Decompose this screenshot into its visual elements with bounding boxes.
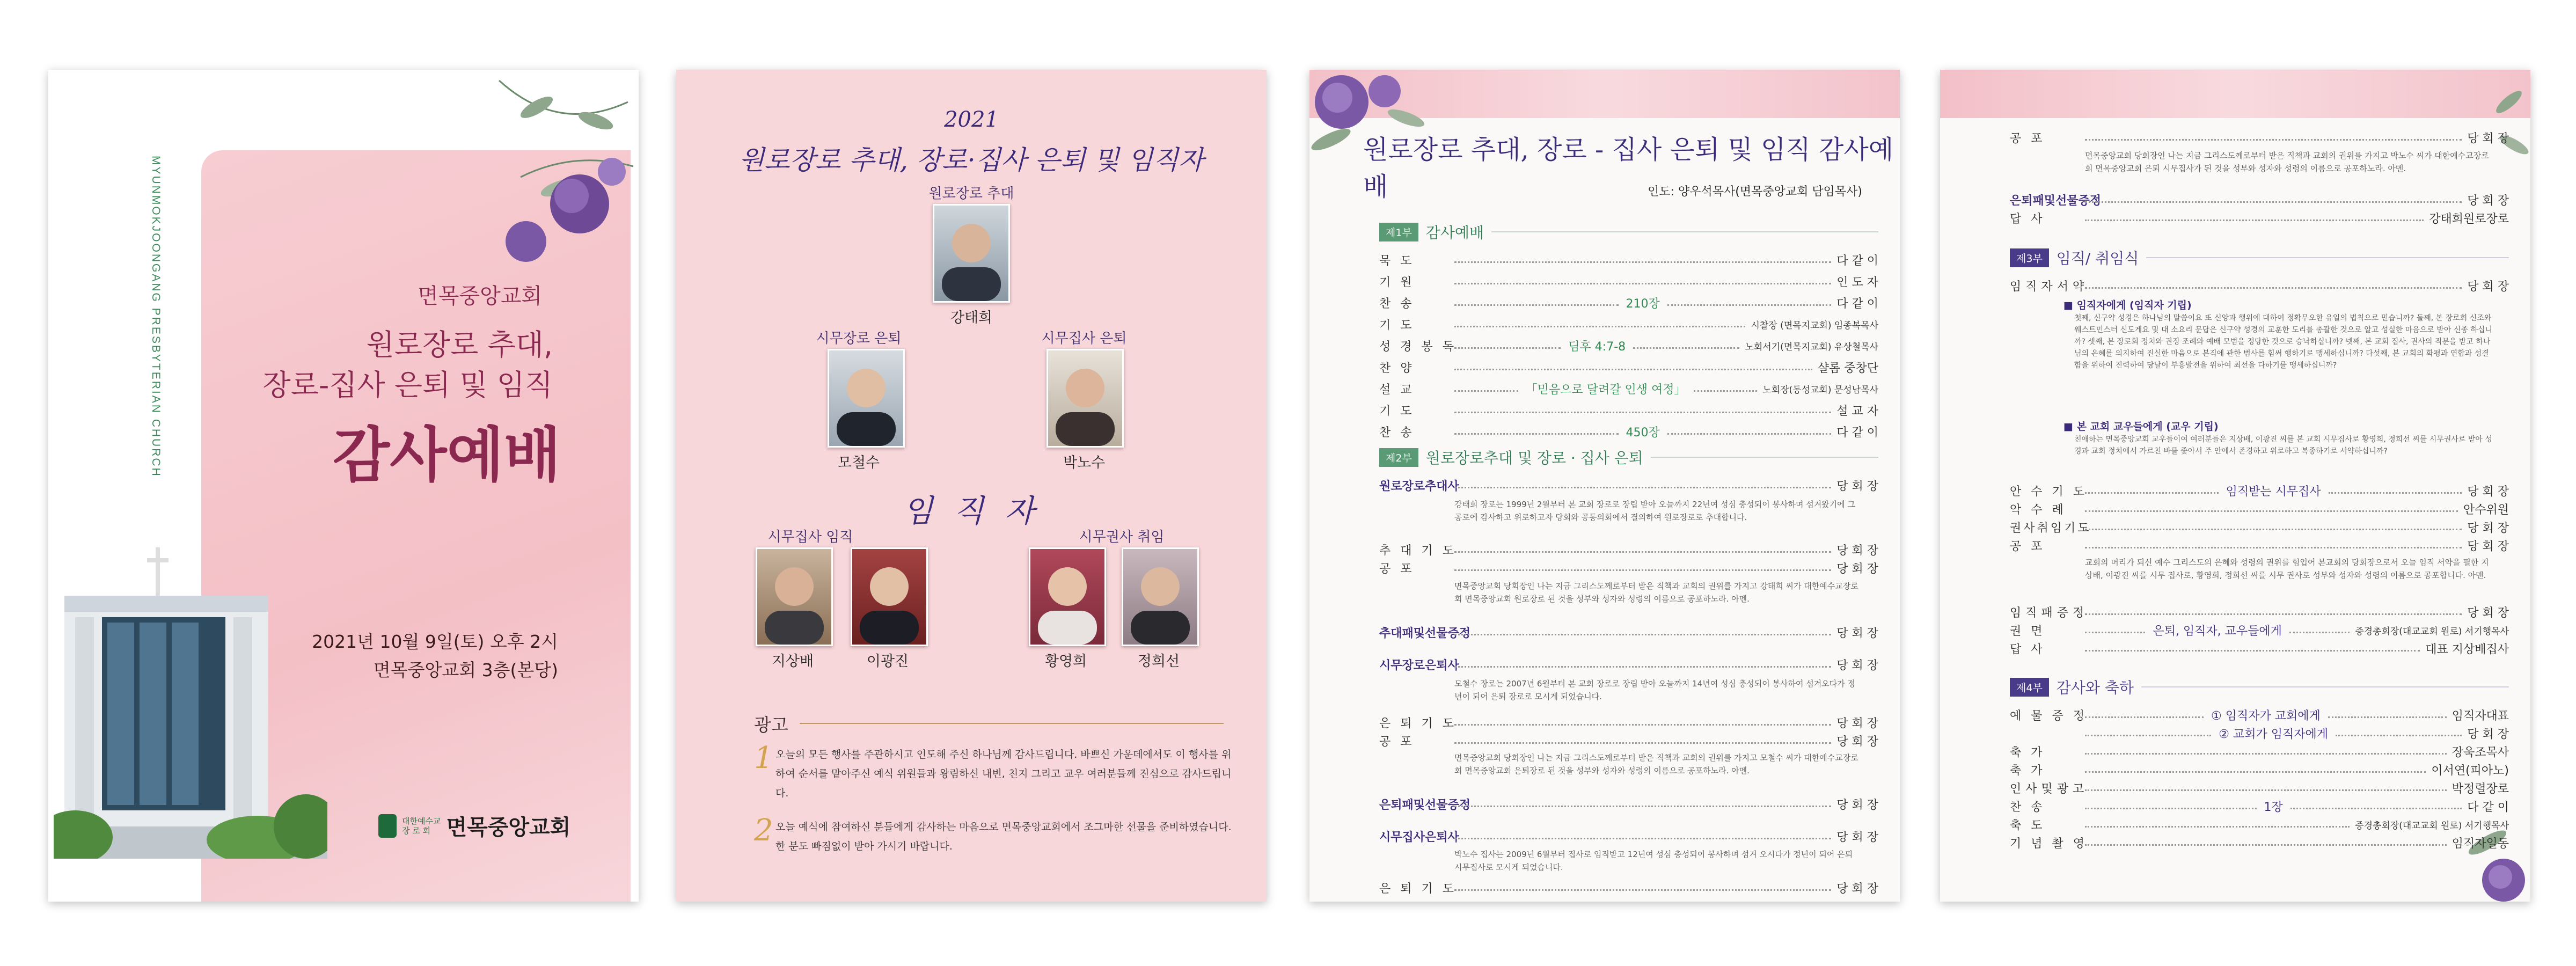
part-label: 원로장로추대 및 장로 · 집사 은퇴	[1425, 449, 1643, 467]
statement-text: 면목중앙교회 당회장인 나는 지금 그리스도께로부터 받은 직책과 교회의 권위를 가지고 박노수 씨가 대한예수교장로회 면목중앙교회 은퇴 시무집사가 된 것을 성부와 성자와 성령의 이름으로 공포하노라. 아멘.	[2085, 151, 2489, 173]
row-label: 원로장로추대사	[1379, 479, 1459, 493]
logo-small-line1: 대한예수교	[402, 816, 441, 826]
leader-dots	[1454, 326, 1745, 327]
row-content: 1장	[2264, 800, 2283, 814]
leader-dots	[1454, 838, 1831, 839]
row-person: 강태희원로장로	[2429, 212, 2509, 226]
leader-dots	[1454, 283, 1831, 284]
row-person: 시찰장 (면목지교회) 임종복목사	[1751, 320, 1878, 331]
row-person: 노회서기(면목지교회) 유상철목사	[1745, 341, 1879, 353]
leader: 인도: 양우석목사(면목중앙교회 담임목사)	[1648, 185, 1862, 199]
leader-dots	[2085, 632, 2145, 633]
leader-dots	[1454, 724, 1831, 726]
logo-small-text	[402, 816, 441, 836]
statement-text: 면목중앙교회 당회장인 나는 지금 그리스도께로부터 받은 직책과 교회의 권위를 가지고 모철수 씨가 대한예수교장로회 면목중앙교회 은퇴장로 된 것을 성부와 성자와 성령의 이름으로 공포하노라. 아멘.	[1454, 753, 1858, 775]
row-label: 축가	[2010, 745, 2052, 759]
row-person: 임직자일동	[2451, 837, 2509, 851]
row-label: 찬송	[2010, 800, 2052, 814]
row-person: 당 회 장	[2467, 131, 2509, 145]
row-label: 공포	[2010, 131, 2052, 145]
statement-text: 교회의 머리가 되신 예수 그리스도의 은혜와 성령의 권위를 힘입어 본교회의 당회장으로서 오늘 임직 서약을 필한 지상배, 이광진 씨를 시무 집사로, 황영희, 정희선 씨를 시무 권사로 성부와 성자와 성령의 이름으로 공포합니다. 아멘.	[2085, 558, 2489, 580]
notice-heading: 광고	[754, 714, 788, 735]
program-row	[2010, 129, 2509, 146]
order-title: 원로장로 추대, 장로 - 집사 은퇴 및 임직 감사예배	[1363, 135, 1894, 202]
ord-name: 정희선	[1137, 653, 1180, 670]
cover-place: 면목중앙교회 3층(본당)	[373, 660, 558, 680]
row-label: 추대패및선물증정	[1379, 626, 1471, 640]
row-person: 당 회 장	[1836, 716, 1878, 730]
row-content: ① 임직자가 교회에게	[2211, 709, 2321, 723]
program-row	[1379, 294, 1878, 311]
statement-text: 모철수 장로는 2007년 6월부터 본 교회 장로로 장립 받아 오늘까지 14년여 성심 충성되이 봉사하여 섬겨오다가 정년이 되어 은퇴 장로로 모시게 되었습니다.	[1454, 679, 1855, 701]
leader-dots	[1454, 433, 1619, 435]
ord-name: 황영희	[1044, 653, 1087, 670]
row-content: 450장	[1626, 426, 1660, 440]
section-header-part1	[1379, 221, 1878, 243]
row-content: 은퇴, 임직자, 교우들에게	[2153, 624, 2282, 638]
program-row	[2010, 640, 2509, 657]
row-person: 당 회 장	[2467, 194, 2509, 208]
leader-dots	[1454, 304, 1619, 306]
program-row	[2010, 518, 2509, 536]
cover-church-name: 면목중앙교회	[418, 284, 542, 309]
part-tag: 제1부	[1379, 223, 1418, 241]
ord-name: 지상배	[771, 653, 814, 670]
row-person: 다 같 이	[2467, 800, 2509, 814]
retire-left-name: 모철수	[837, 455, 880, 471]
notice-number-1: 1	[754, 741, 773, 775]
leader-dots	[2289, 632, 2350, 633]
row-person: 대표 지상배집사	[2425, 642, 2509, 656]
leader-dots	[2085, 219, 2424, 221]
cover-title-line1: 원로장로 추대,	[366, 328, 553, 362]
row-label: 기도	[1379, 404, 1422, 418]
leader-dots	[2085, 650, 2420, 652]
statement-text: 박노수 집사는 2009년 6월부터 집사로 임직받고 12년여 성심 충성되이 봉사하며 섬겨 오시다가 정년이 되어 은퇴 시무집사로 모시게 되었습니다.	[1454, 850, 1853, 872]
flower-decoration-icon	[478, 70, 639, 274]
vertical-church-name: MYUNMOKJOONGANG PRESBYTERIAN CHURCH	[150, 156, 162, 478]
program-row	[2010, 537, 2509, 554]
row-content: 딤후 4:7-8	[1568, 340, 1626, 354]
cover-date: 2021년 10월 9일(토) 오후 2시	[312, 631, 558, 652]
portrait-photo	[828, 349, 905, 448]
leader-dots	[1454, 390, 1518, 392]
row-label: 공포	[1379, 735, 1422, 749]
row-label: 권사취임기도	[2010, 521, 2091, 535]
leader-dots	[2085, 510, 2458, 512]
row-person: 설 교 자	[1836, 404, 1878, 418]
row-label: 기원	[1379, 275, 1422, 289]
leader-dots	[2085, 613, 2462, 615]
program-row	[2010, 191, 2509, 208]
row-label: 찬송	[1379, 426, 1422, 440]
honorees-page	[676, 70, 1267, 902]
leader-dots	[2085, 808, 2257, 809]
leader-dots	[2085, 201, 2462, 203]
leader-dots	[2085, 789, 2447, 791]
row-label: 기념촬영	[2010, 837, 2095, 851]
program-title: 원로장로 추대, 장로·집사 은퇴 및 임직자	[738, 145, 1204, 175]
cover-page	[48, 70, 639, 902]
row-person: 당 회 장	[2467, 485, 2509, 499]
program-row	[1379, 251, 1878, 268]
portrait-photo	[1029, 547, 1106, 646]
flower-decoration-icon	[2487, 70, 2530, 177]
leader-dots	[2336, 735, 2462, 736]
row-label: 공포	[2010, 539, 2052, 553]
part-label: 감사와 축하	[2056, 679, 2134, 697]
part-label: 임직/ 취임식	[2056, 250, 2139, 267]
notice-text-1: 오늘의 모든 행사를 주관하시고 인도해 주신 하나님께 감사드립니다. 바쁘신 가운데에서도 이 행사를 위하여 순서를 맡아주신 예식 위원들과 왕림하신 내빈, 친지 그리고 교우 여러분들께 진심으로 감사드립니다.	[775, 749, 1232, 799]
program-row	[2010, 816, 2509, 833]
part-tag: 제2부	[1379, 448, 1418, 467]
floral-banner	[1940, 70, 2530, 118]
row-label: 성경봉독	[1379, 340, 1464, 354]
leader-dots	[1454, 806, 1831, 807]
row-label: 예물증정	[2010, 709, 2095, 723]
row-label: 은퇴패및선물증정	[1379, 798, 1471, 812]
row-label: 임직패증정	[2010, 606, 2089, 620]
leader-dots	[1454, 634, 1831, 635]
program-row	[2010, 724, 2509, 742]
row-label: 시무집사은퇴사	[1379, 830, 1459, 844]
leader-dots	[1454, 369, 1812, 370]
order-page-1	[1309, 70, 1900, 902]
retire-right-name: 박노수	[1063, 455, 1106, 471]
program-row	[2010, 482, 2509, 499]
leader-dots	[2085, 529, 2462, 530]
row-person: 다 같 이	[1836, 297, 1878, 311]
church-logo	[378, 810, 570, 841]
leader-dots	[1454, 412, 1831, 413]
section-header-part2	[1379, 447, 1878, 468]
program-row	[2010, 743, 2509, 760]
row-label: 축도	[2010, 818, 2052, 832]
program-row	[1379, 273, 1878, 290]
ord-right-role: 시무권사 취임	[1079, 529, 1165, 545]
row-label: 은퇴패및선물증정	[2010, 194, 2102, 208]
row-content: 「믿음으로 달려갈 인생 여정」	[1525, 383, 1686, 397]
leader-dots	[2085, 771, 2426, 773]
program-row	[2010, 779, 2509, 796]
row-label: 설교	[1379, 383, 1422, 397]
row-label: 답사	[2010, 642, 2052, 656]
program-row	[1379, 316, 1878, 333]
row-label: 인사및광고	[2010, 782, 2089, 796]
portrait-photo	[1046, 349, 1124, 448]
instruction-heading: ■ 임직자에게 (임직자 기립)	[2063, 299, 2192, 311]
program-row	[2010, 209, 2509, 226]
program-row	[1379, 624, 1878, 641]
logo-church-name: 면목중앙교회	[446, 815, 571, 840]
row-label: 은퇴기도	[1379, 716, 1464, 730]
row-person: 당 회 장	[1836, 830, 1878, 844]
leader-dots	[2085, 844, 2447, 846]
vows-text: 첫째, 신구약 성경은 하나님의 말씀이요 또 신앙과 행위에 대하여 정확무오한 유일의 법칙으로 믿습니까? 둘째, 본 장로회 신조와 웨스트민스터 신도게요 및 대 소요리 문답은 신구약 성경의 교훈한 도리를 총괄한 것으로 알고 성실한 마음으로 받아 신종 하십니까? 셋째, 본 장로회 정치와 권징 조례와 예배 모범을 정당한 것으로 승낙하십니까? 넷째, 본 교회 집사, 권사의 직분을 받고 하나님의 은혜를 의지하여 진실한 마음으로 본직에 관한 범사를 힘써 행하기로 맹세하십니까? 다섯째, 본 교회의 화평과 연합과 성결함을 위하여 진력하여 당날이 부흥발전을 위하여 최선을 다하기를 맹세하십니까?	[2074, 314, 2492, 370]
leader-dots	[2290, 808, 2462, 809]
row-person: 당 회 장	[1836, 479, 1878, 493]
row-label: 악수례	[2010, 503, 2073, 517]
program-row	[2010, 500, 2509, 517]
leader-dots	[1454, 261, 1831, 263]
statement-text: 면목중앙교회 당회장인 나는 지금 그리스도께로부터 받은 직책과 교회의 권위를 가지고 강태희 씨가 대한예수교장로회 면목중앙교회 원로장로 된 것을 성부와 성자와 성령의 이름으로 공포하노라. 아멘.	[1454, 581, 1858, 604]
row-person: 당 회 장	[2467, 727, 2509, 741]
row-person: 노회장(동성교회) 문성남목사	[1762, 384, 1878, 396]
row-person: 당 회 장	[2467, 521, 2509, 535]
row-label: 찬송	[1379, 297, 1422, 311]
congregation-text: 친애하는 면목중앙교회 교우들이여 여러분들은 지상배, 이광진 씨를 본 교회 시무집사로 황영희, 정희선 씨를 시무권사로 받아 성경과 교회 정치에서 가르친 바를 좇아서 주 안에서 존경하고 위로하고 복종하기로 서약하십니까?	[2074, 435, 2492, 456]
row-label: 임직자서약	[2010, 280, 2089, 294]
elder-role: 원로장로 추대	[928, 186, 1014, 202]
program-row	[2010, 621, 2509, 639]
row-person: 증경총회장(대교교회 원로) 서기행목사	[2355, 820, 2509, 831]
row-label: 답사	[2010, 212, 2052, 226]
program-row	[1379, 879, 1878, 896]
leader-dots	[2085, 287, 2462, 289]
row-label: 축가	[2010, 764, 2052, 778]
program-row	[1379, 732, 1878, 749]
row-content: 임직받는 시무집사	[2226, 485, 2321, 499]
leader-dots	[1454, 551, 1831, 553]
program-row	[1379, 380, 1878, 397]
row-person: 안수위원	[2463, 503, 2509, 517]
part-label: 감사예배	[1425, 224, 1484, 241]
row-label: 추대기도	[1379, 544, 1464, 558]
program-row	[1379, 714, 1878, 731]
row-person: 당 회 장	[2467, 280, 2509, 294]
logo-mark-icon	[378, 814, 397, 838]
section-header-part4	[2010, 676, 2509, 698]
portrait-photo	[933, 204, 1010, 303]
row-person: 샬롬 중창단	[1817, 361, 1878, 375]
leader-dots	[1694, 390, 1758, 392]
statement-text: 강태희 장로는 1999년 2월부터 본 교회 장로로 장립 받아 오늘까지 22년여 성심 충성되이 봉사하며 섬겨왔기에 그 공로에 감사하고 위로하고자 당회와 공동의회에서 결의하여 원로장로로 추대합니다.	[1454, 500, 1855, 522]
program-row	[1379, 795, 1878, 813]
row-label: 안수기도	[2010, 485, 2095, 499]
portrait-photo	[1122, 547, 1199, 646]
row-label: 은퇴기도	[1379, 882, 1464, 896]
program-row	[1379, 541, 1878, 558]
church-building-image	[54, 537, 327, 859]
ordination-heading: 임 직 자	[903, 493, 1040, 529]
notice-divider	[800, 723, 1224, 724]
leader-dots	[2085, 547, 2462, 548]
notice-number-2: 2	[754, 813, 773, 848]
program-row	[2010, 277, 2509, 294]
program-row	[1379, 828, 1878, 845]
leader-dots	[2085, 735, 2211, 736]
program-row	[1379, 337, 1878, 354]
part-tag: 제3부	[2010, 248, 2049, 267]
leader-dots	[2328, 716, 2447, 718]
ord-left-role: 시무집사 임직	[767, 529, 853, 545]
notice-text-2: 오늘 예식에 참여하신 분들에게 감사하는 마음으로 면목중앙교회에서 조그마한 선물을 준비하였습니다. 한 분도 빠짐없이 받아 가시기 바랍니다.	[775, 821, 1232, 852]
row-label: 권면	[2010, 624, 2052, 638]
row-person: 당 회 장	[1836, 735, 1878, 749]
program-row	[1379, 401, 1878, 419]
program-row	[1379, 423, 1878, 440]
row-person: 당 회 장	[1836, 798, 1878, 812]
program-row	[2010, 834, 2509, 851]
row-label: 찬양	[1379, 361, 1422, 375]
cover-title-big: 감사예배	[332, 420, 561, 489]
leader-dots	[1667, 304, 1832, 306]
row-person: 증경총회장(대교교회 원로) 서기행목사	[2355, 626, 2509, 637]
leader-dots	[2085, 826, 2350, 828]
leader-dots	[1454, 487, 1831, 488]
leader-dots	[2085, 139, 2462, 141]
row-person: 다 같 이	[1836, 254, 1878, 268]
row-content: ② 교회가 임직자에게	[2219, 727, 2328, 741]
leader-dots	[1633, 347, 1739, 349]
row-label: 시무장로은퇴사	[1379, 658, 1459, 672]
portrait-photo	[756, 547, 833, 646]
row-label: 묵도	[1379, 254, 1422, 268]
leader-dots	[2329, 492, 2462, 494]
portrait-photo	[851, 547, 928, 646]
row-person: 당 회 장	[1836, 562, 1878, 576]
row-person: 당 회 장	[1836, 544, 1878, 558]
program-row	[1379, 559, 1878, 576]
row-person: 인 도 자	[1836, 275, 1878, 289]
leader-dots	[2085, 492, 2219, 494]
program-row	[2010, 706, 2509, 723]
row-person: 당 회 장	[1836, 882, 1878, 896]
row-person: 임직자대표	[2451, 709, 2509, 723]
instruction-heading: ■ 본 교회 교우들에게 (교우 기립)	[2063, 421, 2219, 433]
row-person: 다 같 이	[1836, 426, 1878, 440]
program-row	[1379, 477, 1878, 494]
program-row	[1379, 358, 1878, 376]
retire-right-role: 시무집사 은퇴	[1041, 331, 1127, 347]
row-person: 당 회 장	[2467, 606, 2509, 620]
leader-dots	[2085, 716, 2204, 718]
row-person: 장욱조목사	[2451, 745, 2509, 759]
part-tag: 제4부	[2010, 678, 2049, 697]
leader-dots	[1667, 433, 1832, 435]
logo-small-line2: 장 로 회	[402, 825, 431, 836]
row-person: 당 회 장	[2467, 539, 2509, 553]
row-person: 박정렬장로	[2451, 782, 2509, 796]
program-row	[2010, 603, 2509, 620]
row-content: 210장	[1626, 297, 1660, 311]
elder-name: 강태희	[950, 310, 993, 326]
program-row	[1379, 656, 1878, 673]
leader-dots	[1454, 666, 1831, 668]
program-year: 2021	[944, 107, 999, 132]
row-person: 당 회 장	[1836, 658, 1878, 672]
retire-left-role: 시무장로 은퇴	[816, 331, 902, 347]
program-row	[2010, 797, 2509, 815]
leader-dots	[1454, 889, 1831, 891]
row-label: 기도	[1379, 318, 1422, 332]
cover-title-line2: 장로-집사 은퇴 및 임직	[262, 368, 553, 402]
program-row	[2010, 761, 2509, 778]
leader-dots	[1454, 569, 1831, 571]
ord-name: 이광진	[866, 653, 909, 670]
row-person: 당 회 장	[1836, 626, 1878, 640]
row-person: 이서연(피아노)	[2431, 764, 2509, 778]
leader-dots	[1454, 347, 1561, 349]
leader-dots	[1454, 742, 1831, 744]
row-label: 공포	[1379, 562, 1422, 576]
section-header-part3	[2010, 247, 2509, 268]
order-page-2	[1940, 70, 2530, 902]
leader-dots	[2085, 753, 2447, 755]
